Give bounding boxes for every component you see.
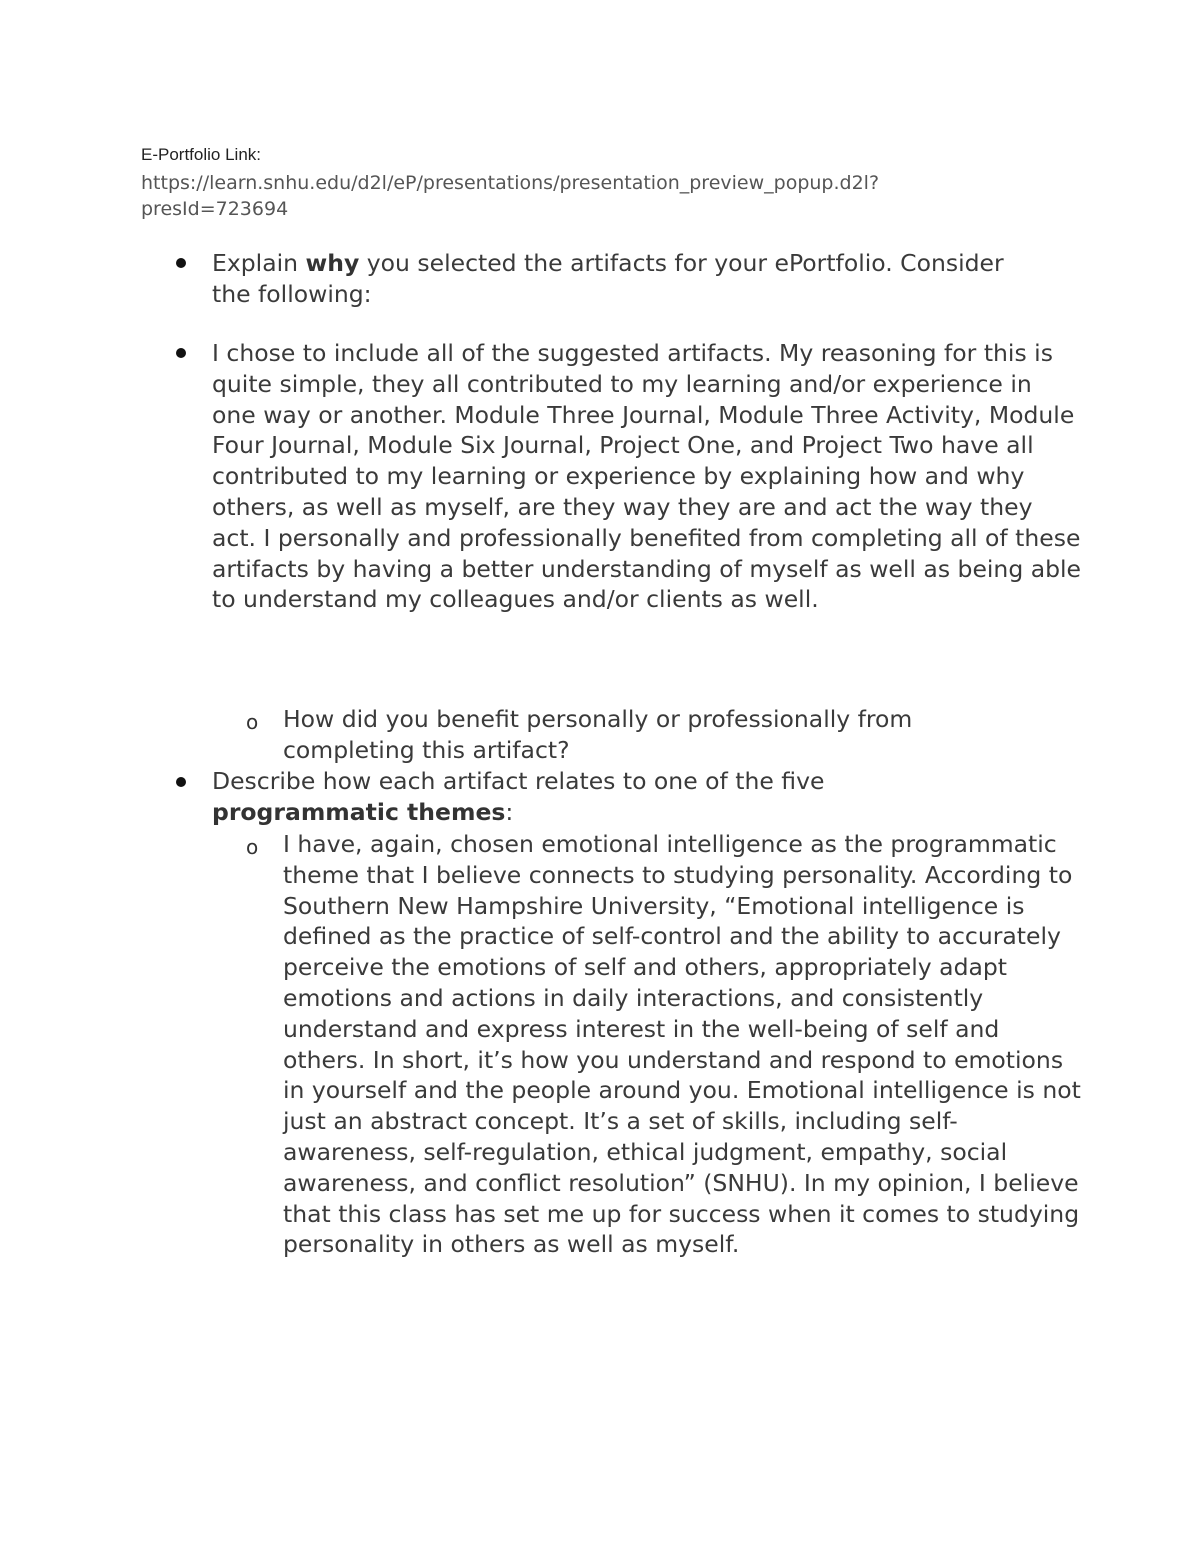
bullet-explain-why-post: you selected the artifacts for your ePortfolio. Consider the following: bbox=[212, 249, 1004, 308]
bullet-programmatic-themes bbox=[212, 766, 872, 828]
sub-bullet-emotional-intelligence: I have, again, chosen emotional intelligence as the programmatic theme that I believe connects to studying personality. According to Southern New Hampshire University, “Emotional intelligence is defined as the practice of self-control and the ability to accurately perceive the emotions of self and others, appropriately adapt emotions and actions in daily interactions, and consistently understand and express interest in the well-being of self and others. In short, it’s how you understand and respond to emotions in yourself and the people around you. Emotional intelligence is not just an abstract concept. It’s a set of skills, including self-awareness, self-regulation, ethical judgment, empathy, social awareness, and conflict resolution” (SNHU). In my opinion, I believe that this class has set me up for success when it comes to studying personality in others as well as myself. bbox=[283, 830, 1081, 1259]
bullet-themes-post: : bbox=[505, 797, 514, 826]
bullet-dot-icon bbox=[176, 258, 186, 268]
bullet-circle-icon: o bbox=[246, 710, 259, 734]
bullet-artifact-reasoning: I chose to include all of the suggested artifacts. My reasoning for this is quite simple, they all contributed to my learning and/or experience in one way or another. Module Three Journal, Module Three Activity, Module Four Journal, Module Six Journal, Project One, and Project Two have all contributed to my learning or experience by explaining how and why others, as well as myself, are they way they are and act the way they act. I personally and professionally benefited from completing all of these artifacts by having a better understanding of myself as well as being able to understand my colleagues and/or clients as well. bbox=[212, 339, 1082, 614]
bullet-explain-why-bold: why bbox=[305, 249, 360, 277]
bullet-explain-why bbox=[212, 248, 1012, 310]
bullet-themes-bold: programmatic themes bbox=[212, 797, 506, 826]
bullet-explain-why-pre: Explain bbox=[212, 249, 306, 277]
sub-bullet-benefit-question: How did you benefit personally or professionally from completing this artifact? bbox=[283, 705, 913, 764]
eportfolio-url-line2[interactable]: presId=723694 bbox=[141, 198, 289, 220]
bullet-circle-icon: o bbox=[246, 835, 259, 859]
eportfolio-url[interactable] bbox=[141, 170, 1041, 222]
bullet-themes-pre: Describe how each artifact relates to one of the five bbox=[212, 767, 825, 795]
bullet-dot-icon bbox=[176, 348, 186, 358]
bullet-dot-icon bbox=[176, 777, 186, 787]
eportfolio-link-label: E-Portfolio Link: bbox=[141, 145, 261, 164]
eportfolio-url-line1[interactable]: https://learn.snhu.edu/d2l/eP/presentations/presentation_preview_popup.d2l? bbox=[141, 172, 880, 194]
